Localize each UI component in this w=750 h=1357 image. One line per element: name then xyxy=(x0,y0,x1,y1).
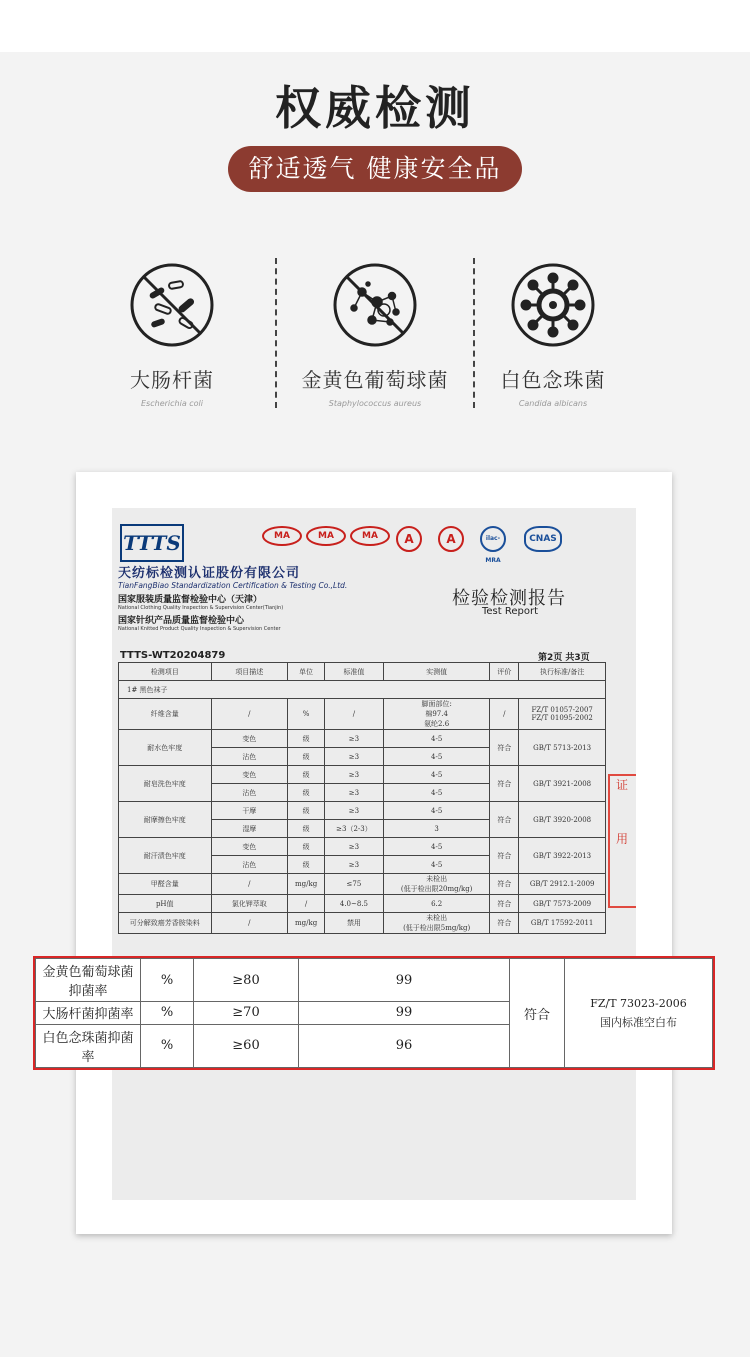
unit-cell: % xyxy=(288,699,325,730)
std-cell: ≥3 xyxy=(325,748,384,766)
unit-cell: 级 xyxy=(288,730,325,748)
eval-cell: 符合 xyxy=(490,838,519,874)
norm-cell: GB/T 2912.1-2009 xyxy=(519,874,606,895)
value-cell: 4-5 xyxy=(383,784,490,802)
ilac-mra-mark: ilac-MRA xyxy=(480,526,506,552)
std-cell: ≤75 xyxy=(325,874,384,895)
eval-cell: 符合 xyxy=(490,874,519,895)
cal-mark: A xyxy=(438,526,464,552)
sample-cell: 1# 黑色袜子 xyxy=(119,681,606,699)
subtitle-pill: 舒适透气 健康安全品 xyxy=(228,146,522,192)
header-cell: 实测值 xyxy=(383,663,490,681)
cma-mark: MA xyxy=(306,526,346,546)
std-cell: ≥3 xyxy=(325,784,384,802)
report-title-en: Test Report xyxy=(482,606,539,617)
report-number: TTTS-WT20204879 xyxy=(120,650,226,661)
unit-cell: 级 xyxy=(288,838,325,856)
std-cell: ≥3（2-3） xyxy=(325,820,384,838)
std-cell: ≥80 xyxy=(194,959,299,1002)
cal-mark: A xyxy=(396,526,422,552)
std-cell: 禁用 xyxy=(325,913,384,934)
std-cell: ≥3 xyxy=(325,766,384,784)
header-cell: 单位 xyxy=(288,663,325,681)
test-report xyxy=(112,508,636,1200)
table-row xyxy=(119,895,606,913)
table-row xyxy=(119,913,606,934)
norm-cell: GB/T 3922-2013 xyxy=(519,838,606,874)
cma-mark: MA xyxy=(262,526,302,546)
item-cell: 耐汗渍色牢度 xyxy=(119,838,212,874)
desc-cell: / xyxy=(211,699,288,730)
unit-cell: 级 xyxy=(288,784,325,802)
norm-cell: GB/T 5713-2013 xyxy=(519,730,606,766)
unit-cell: / xyxy=(288,895,325,913)
page-number: 第2页 共3页 xyxy=(538,653,590,663)
value-cell: 4-5 xyxy=(383,856,490,874)
certification-marks xyxy=(262,526,632,564)
bacteria-name: 金黄色葡萄球菌 xyxy=(301,368,449,392)
item-cell: 耐皂洗色牢度 xyxy=(119,766,212,802)
bacteria-ecoli xyxy=(72,262,272,408)
bacteria-latin-name: Candida albicans xyxy=(518,399,588,408)
value-cell: 脚面部位: 棉97.4 氨纶2.6 xyxy=(383,699,490,730)
value-cell: 4-5 xyxy=(383,748,490,766)
center-name: 国家服装质量监督检验中心（天津） xyxy=(118,595,263,605)
std-cell: ≥3 xyxy=(325,856,384,874)
antibacterial-highlight xyxy=(33,956,715,1070)
eval-cell: 符合 xyxy=(490,802,519,838)
table-row xyxy=(36,959,713,1002)
header-cell: 标准值 xyxy=(325,663,384,681)
eval-cell: / xyxy=(490,699,519,730)
bacteria-candida xyxy=(453,262,653,408)
unit-cell: % xyxy=(141,959,194,1002)
header-cell: 检测项目 xyxy=(119,663,212,681)
unit-cell: 级 xyxy=(288,820,325,838)
red-stamp: 证 用 xyxy=(608,774,636,908)
unit-cell: % xyxy=(141,1002,194,1024)
norm-cell: GB/T 3921-2008 xyxy=(519,766,606,802)
norm-standard: FZ/T 73023-2006 xyxy=(590,996,687,1010)
value-cell: 6.2 xyxy=(383,895,490,913)
table-row xyxy=(119,838,606,856)
item-cell: 耐水色牢度 xyxy=(119,730,212,766)
report-table xyxy=(118,662,606,934)
item-cell: 纤维含量 xyxy=(119,699,212,730)
coccus-cluster-icon xyxy=(332,262,418,348)
value-cell: 99 xyxy=(299,1002,510,1024)
company-name: 天纺标检测认证股份有限公司 xyxy=(118,566,301,581)
norm-cell: GB/T 7573-2009 xyxy=(519,895,606,913)
value-cell: 3 xyxy=(383,820,490,838)
antibacterial-table xyxy=(35,958,713,1068)
table-row xyxy=(119,730,606,748)
eval-cell: 符合 xyxy=(510,959,565,1068)
virus-icon xyxy=(510,262,596,348)
desc-cell: 干摩 xyxy=(211,802,288,820)
item-cell: 白色念珠菌抑菌率 xyxy=(36,1024,141,1067)
bacteria-name: 大肠杆菌 xyxy=(130,368,214,392)
std-cell: ≥3 xyxy=(325,802,384,820)
header-cell: 项目描述 xyxy=(211,663,288,681)
std-cell: ≥3 xyxy=(325,730,384,748)
norm-cell xyxy=(565,959,713,1068)
bacteria-name: 白色念珠菌 xyxy=(500,368,606,392)
unit-cell: mg/kg xyxy=(288,913,325,934)
norm-cell: FZ/T 01057-2007 FZ/T 01095-2002 xyxy=(519,699,606,730)
center-name-en: National Clothing Quality Inspection & Supervision Center(Tianjin) xyxy=(118,605,284,611)
center-name: 国家针织产品质量监督检验中心 xyxy=(118,616,245,626)
value-cell: 未检出 (低于检出限5mg/kg) xyxy=(383,913,490,934)
desc-cell: / xyxy=(211,874,288,895)
std-cell: ≥3 xyxy=(325,838,384,856)
desc-cell: / xyxy=(211,913,288,934)
center-name-en: National Knitted Product Quality Inspection & Supervision Center xyxy=(118,626,281,632)
unit-cell: 级 xyxy=(288,766,325,784)
unit-cell: % xyxy=(141,1024,194,1067)
bacteria-latin-name: Escherichia coli xyxy=(141,399,203,408)
value-cell: 99 xyxy=(299,959,510,1002)
item-cell: pH值 xyxy=(119,895,212,913)
eval-cell: 符合 xyxy=(490,895,519,913)
unit-cell: 级 xyxy=(288,748,325,766)
top-bar xyxy=(0,0,750,52)
value-cell: 4-5 xyxy=(383,802,490,820)
report-title: 检验检测报告 xyxy=(452,588,566,609)
header-cell: 评价 xyxy=(490,663,519,681)
table-header-row xyxy=(119,663,606,681)
value-cell: 4-5 xyxy=(383,730,490,748)
eval-cell: 符合 xyxy=(490,766,519,802)
value-cell: 4-5 xyxy=(383,766,490,784)
table-row xyxy=(119,699,606,730)
bacteria-latin-name: Staphylococcus aureus xyxy=(328,399,422,408)
rod-bacteria-icon xyxy=(129,262,215,348)
item-cell: 大肠杆菌抑菌率 xyxy=(36,1002,141,1024)
company-name-en: TianFangBiao Standardization Certification & Testing Co.,Ltd. xyxy=(118,581,348,590)
company-block xyxy=(118,562,418,632)
header-cell: 执行标准/备注 xyxy=(519,663,606,681)
item-cell: 可分解致癌芳香胺染料 xyxy=(119,913,212,934)
eval-cell: 符合 xyxy=(490,730,519,766)
cnas-mark: CNAS xyxy=(524,526,562,552)
eval-cell: 符合 xyxy=(490,913,519,934)
bacteria-staph xyxy=(275,262,475,408)
value-cell: 4-5 xyxy=(383,838,490,856)
std-cell: ≥60 xyxy=(194,1024,299,1067)
value-cell: 未检出 (低于检出限20mg/kg) xyxy=(383,874,490,895)
cma-mark: MA xyxy=(350,526,390,546)
desc-cell: 变色 xyxy=(211,838,288,856)
desc-cell: 变色 xyxy=(211,730,288,748)
unit-cell: 级 xyxy=(288,802,325,820)
std-cell: ≥70 xyxy=(194,1002,299,1024)
table-row xyxy=(119,766,606,784)
norm-note: 国内标准空白布 xyxy=(600,1015,677,1029)
ttts-logo: TTTS xyxy=(120,524,184,562)
desc-cell: 湿摩 xyxy=(211,820,288,838)
desc-cell: 沾色 xyxy=(211,856,288,874)
value-cell: 96 xyxy=(299,1024,510,1067)
std-cell: 4.0~8.5 xyxy=(325,895,384,913)
desc-cell: 氯化钾萃取 xyxy=(211,895,288,913)
norm-cell: GB/T 3920-2008 xyxy=(519,802,606,838)
table-row xyxy=(119,802,606,820)
desc-cell: 沾色 xyxy=(211,784,288,802)
norm-cell: GB/T 17592-2011 xyxy=(519,913,606,934)
std-cell: / xyxy=(325,699,384,730)
item-cell: 甲醛含量 xyxy=(119,874,212,895)
desc-cell: 变色 xyxy=(211,766,288,784)
unit-cell: 级 xyxy=(288,856,325,874)
sample-row xyxy=(119,681,606,699)
item-cell: 金黄色葡萄球菌抑菌率 xyxy=(36,959,141,1002)
table-row xyxy=(119,874,606,895)
item-cell: 耐摩擦色牢度 xyxy=(119,802,212,838)
desc-cell: 沾色 xyxy=(211,748,288,766)
unit-cell: mg/kg xyxy=(288,874,325,895)
report-frame xyxy=(76,472,672,1234)
page-title: 权威检测 xyxy=(275,81,475,135)
